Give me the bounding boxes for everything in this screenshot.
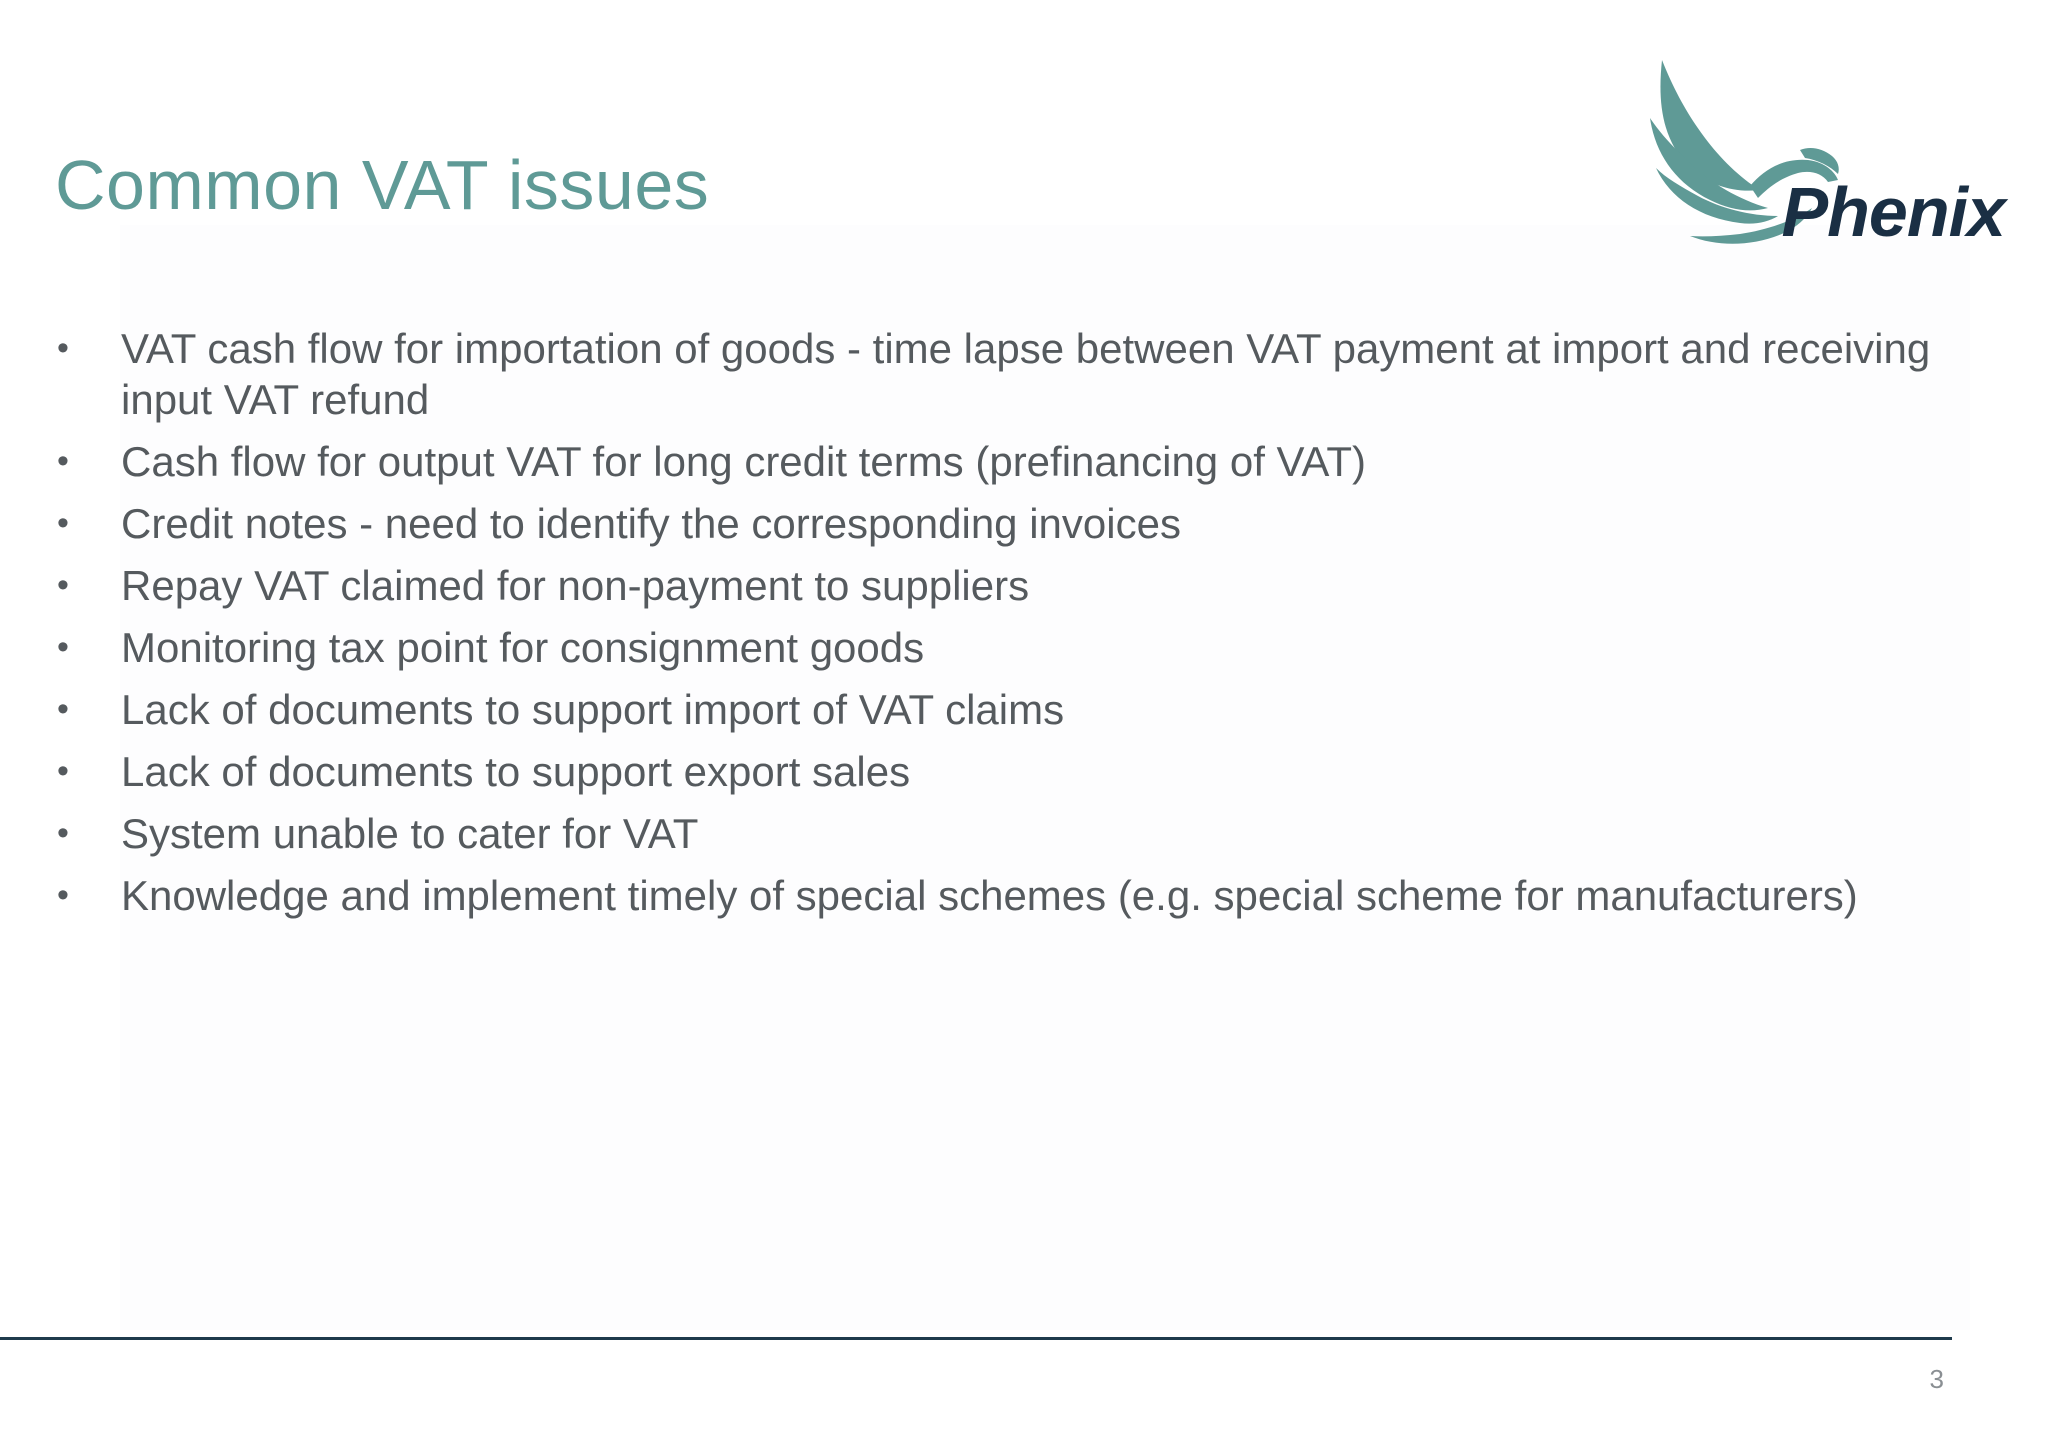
bullet-item [55,560,1935,611]
bullet-marker: • [57,628,69,666]
bullet-text: VAT cash flow for importation of goods - time lapse between VAT payment at import and receiving input VAT refund [121,325,1931,423]
bullet-list [55,323,1935,932]
bullet-text: Monitoring tax point for consignment goods [121,624,925,671]
bullet-text: Credit notes - need to identify the corresponding invoices [121,500,1181,547]
bullet-marker: • [57,876,69,914]
footer-divider [0,1337,1952,1340]
bullet-text: Lack of documents to support export sales [121,748,911,795]
bullet-item [55,870,1935,921]
bullet-text: Repay VAT claimed for non-payment to suppliers [121,562,1030,609]
bullet-item [55,498,1935,549]
bullet-item [55,436,1935,487]
bullet-marker: • [57,690,69,728]
bullet-text: System unable to cater for VAT [121,810,699,857]
bullet-item [55,808,1935,859]
page-number: 3 [1929,1364,1944,1394]
bullet-marker: • [57,504,69,542]
bullet-item [55,323,1935,425]
bullet-text: Lack of documents to support import of VAT claims [121,686,1065,733]
bullet-marker: • [57,566,69,604]
bullet-marker: • [57,442,69,480]
phenix-logo [1650,58,2010,248]
bullet-marker: • [57,814,69,852]
bullet-item [55,684,1935,735]
bullet-item [55,746,1935,797]
logo-wordmark: Phenix [1781,173,2005,248]
slide-title: Common VAT issues [55,146,710,224]
bullet-marker: • [57,752,69,790]
bullet-item [55,622,1935,673]
bullet-text: Cash flow for output VAT for long credit terms (prefinancing of VAT) [121,438,1366,485]
bullet-text: Knowledge and implement timely of special schemes (e.g. special scheme for manufacturers) [121,872,1858,919]
bullet-marker: • [57,329,69,367]
